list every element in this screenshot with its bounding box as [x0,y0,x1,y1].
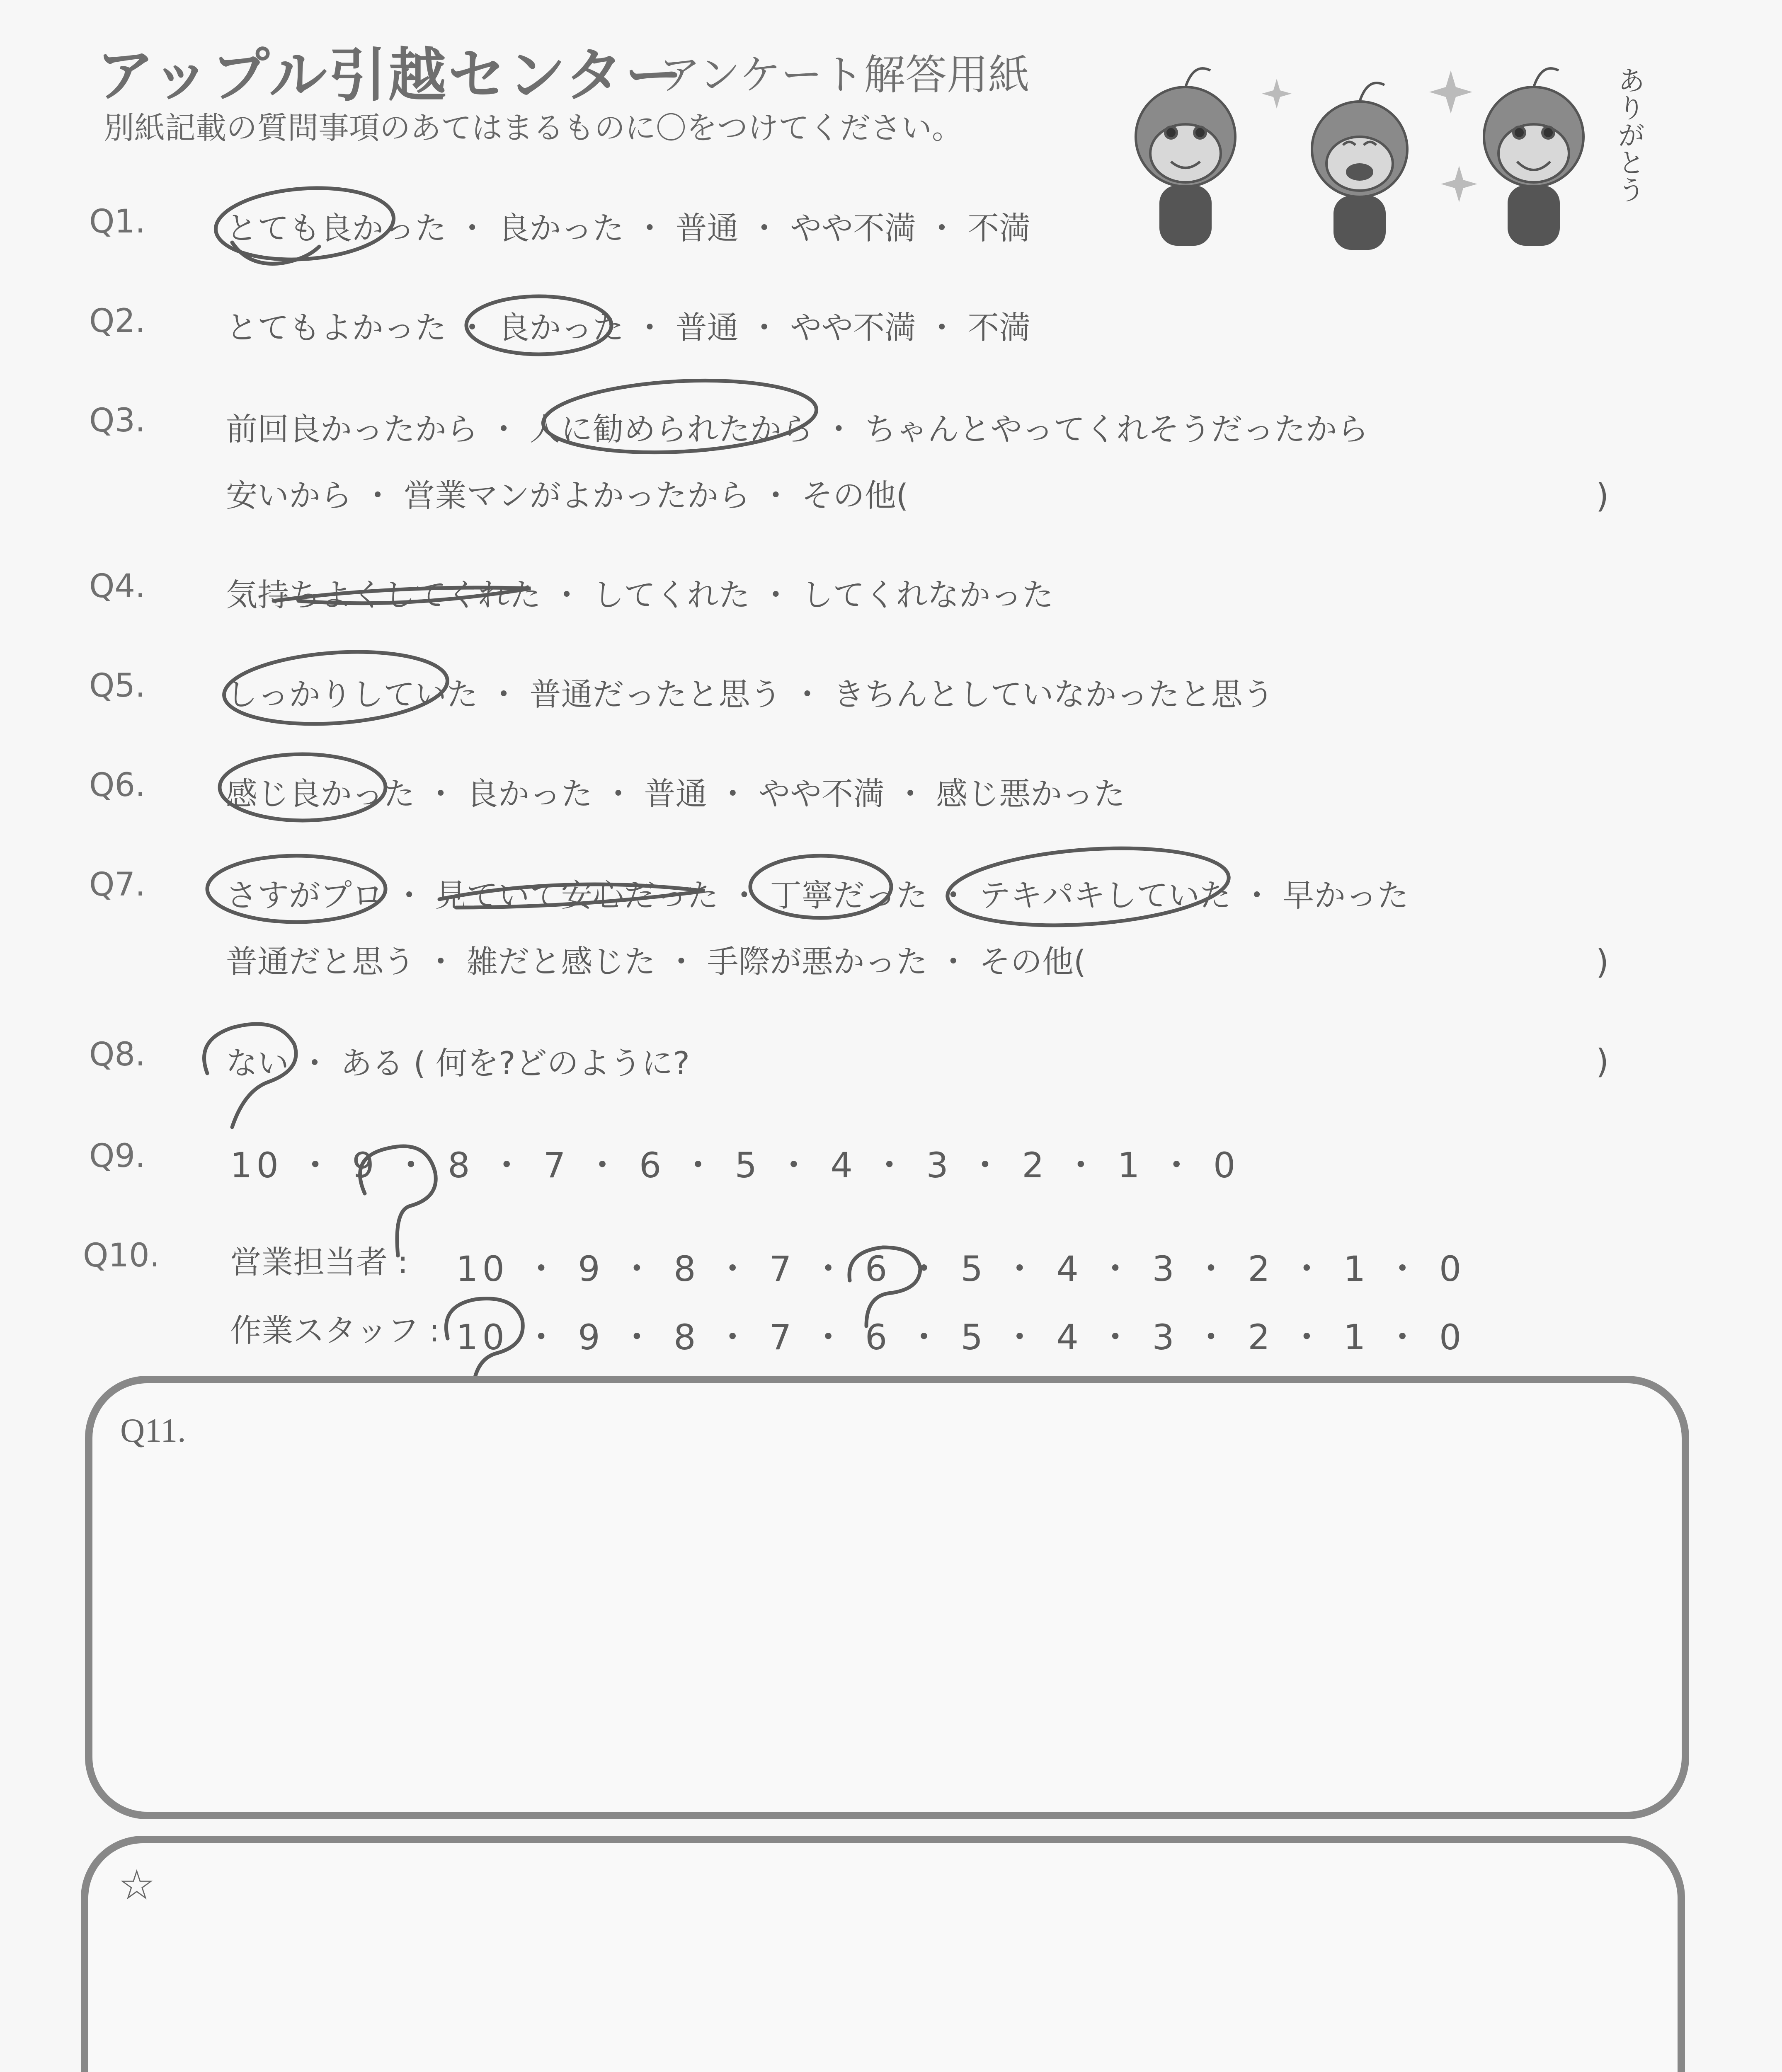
q4-label: Q4. [89,568,145,605]
q10-sales-scale: 10 ・ 9 ・ 8 ・ 7 ・ 6 ・ 5 ・ 4 ・ 3 ・ 2 ・ 1 ・ 0 [456,1249,1466,1289]
q8-options: ない ・ ある ( 何を?どのように? [226,1045,690,1082]
q1-options: とても良かった ・ 良かった ・ 普通 ・ やや不満 ・ 不満 [226,210,1031,247]
q7-options-line1: さすがプロ ・ 見ていて安心だった ・ 丁寧だった ・ テキパキしていた ・ 早かった [226,877,1409,914]
q5-label: Q5. [89,667,145,704]
q11-answer-box[interactable] [85,1376,1689,1819]
q7-close-paren: ) [1596,943,1609,981]
comment-answer-box[interactable] [81,1836,1685,2072]
q6-label: Q6. [89,767,145,804]
q5-options: しっかりしていた ・ 普通だったと思う ・ きちんとしていなかったと思う [226,676,1274,713]
q10-label: Q10. [83,1237,160,1274]
q6-options: 感じ良かった ・ 良かった ・ 普通 ・ やや不満 ・ 感じ悪かった [226,775,1125,812]
instructions-text: 別紙記載の質問事項のあてはまるものに〇をつけてください。 [104,110,963,146]
q3-label: Q3. [89,402,145,439]
q7-label: Q7. [89,866,145,903]
q10-staff-label: 作業スタッフ : [230,1312,440,1349]
q2-label: Q2. [89,303,145,340]
q9-label: Q9. [89,1138,145,1175]
q4-options: 気持ちよくしてくれた ・ してくれた ・ してくれなかった [226,576,1054,613]
q3-close-paren: ) [1596,477,1609,515]
q8-label: Q8. [89,1036,145,1073]
mascot-monkeys-illustration [1119,41,1679,257]
q2-options: とてもよかった ・ 良かった ・ 普通 ・ やや不満 ・ 不満 [226,309,1031,346]
q7-options-line2: 普通だと思う ・ 雑だと感じた ・ 手際が悪かった ・ その他( [226,943,1086,980]
q3-options-line2: 安いから ・ 営業マンがよかったから ・ その他( [226,477,909,514]
q1-label: Q1. [89,203,145,240]
q10-staff-scale: 10 ・ 9 ・ 8 ・ 7 ・ 6 ・ 5 ・ 4 ・ 3 ・ 2 ・ 1 ・ 0 [456,1317,1466,1358]
q8-close-paren: ) [1596,1042,1609,1081]
form-title: アップル引越センター [96,42,685,109]
comment-box-star-label: ☆ [118,1862,155,1908]
form-subtitle: アンケート解答用紙 [659,51,1030,99]
q9-scale: 10 ・ 9 ・ 8 ・ 7 ・ 6 ・ 5 ・ 4 ・ 3 ・ 2 ・ 1 ・ 0 [230,1145,1240,1186]
mascot-thanks-text: ありがとう [1613,66,1645,203]
q11-box-label: Q11. [120,1411,186,1449]
q10-sales-label: 営業担当者 : [230,1244,408,1280]
q3-options-line1: 前回良かったから ・ 人に勧められたから ・ ちゃんとやってくれそうだったから [226,411,1369,448]
